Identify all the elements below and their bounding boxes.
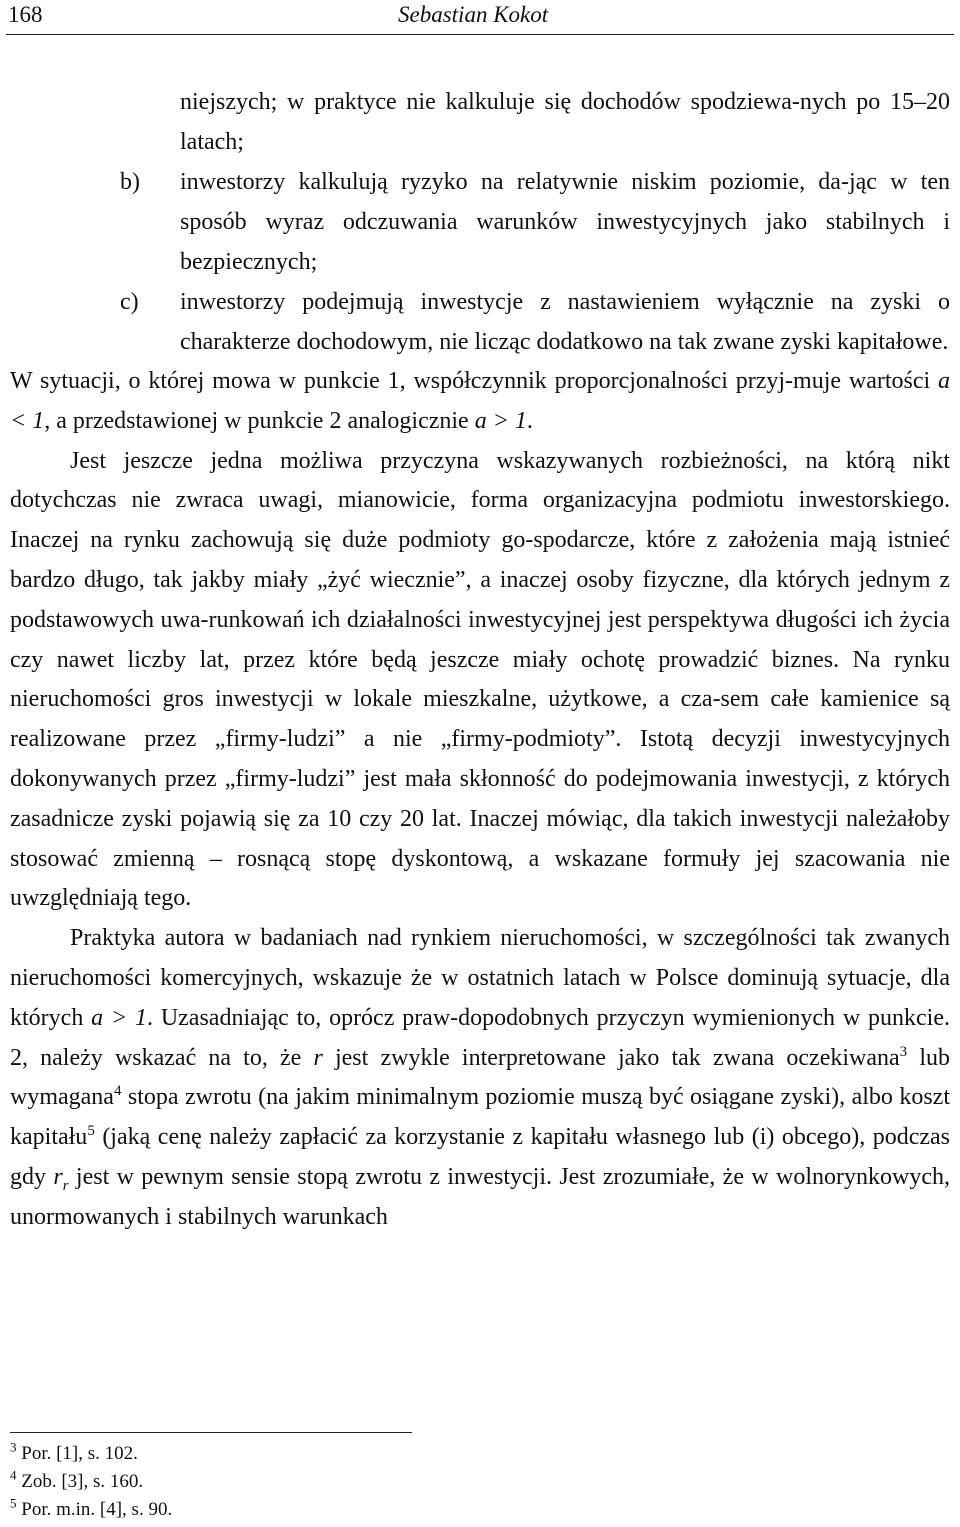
- math-r: r: [313, 1044, 323, 1071]
- math-r-r: $r_r$: [53, 1163, 69, 1194]
- math-a-greater-1: a > 1: [91, 1004, 147, 1031]
- footnote-ref-4[interactable]: 4: [113, 1083, 122, 1100]
- list-item: [10, 282, 950, 362]
- list-item-text: inwestorzy kalkulują ryzyko na relatywnie niskim poziomie, da-jąc w ten sposób wyraz odczuwania warunków inwestycyjnych jako stabilnych i bezpiecznych;: [180, 169, 950, 275]
- list-item-marker: c): [120, 289, 139, 315]
- enumerated-list: [10, 82, 950, 362]
- page-header: [6, 0, 954, 35]
- paragraph-organizational-form: Jest jeszcze jedna możliwa przyczyna wskazywanych rozbieżności, na którą nikt dotychczas nie zwraca uwagi, mianowicie, forma organizacyjna podmiotu inwestorskiego. Inaczej na rynku zachowują się duże podmioty go-spodarcze, które z założenia mają istnieć bardzo długo, tak jakby miały „żyć wiecznie”, a inaczej osoby fizyczne, dla których jednym z podstawowych uwa-runkowań ich działalności inwestycyjnej jest perspektywa długości ich życia czy nawet liczby lat, przez które będą jeszcze miały ochotę prowadzić biznes. Na rynku nieruchomości gros inwestycji w lokale mieszkalne, użytkowe, a cza-sem całe kamienice są realizowane przez „firmy-ludzi” a nie „firmy-podmioty”. Istotą decyzji inwestycyjnych dokonywanych przez „firmy-ludzi” jest mała skłonność do podejmowania inwestycji, z których zasadnicze zyski pojawią się za 10 czy 20 lat. Inaczej mówiąc, dla takich inwestycji należałoby stosować zmienną – rosnącą stopę dyskontową, a wskazane formuły jej szacowania nie uwzględniają tego.: [10, 447, 950, 912]
- footnote: $^5$ Por. m.in. [4], s. 90.: [10, 1495, 173, 1520]
- math-a-greater-1: a > 1: [474, 407, 527, 434]
- paragraph-author-practice: Praktyka autora w badaniach nad rynkiem nieruchomości, w szczególności tak zwanych nieruchomości komercyjnych, wskazuje że w ostatnich latach w Polsce dominują sytuacje, dla których a > 1. Uzasadniając to, oprócz praw-dopodobnych przyczyn wymienionych w punkcie. 2, należy wskazać na to, że r jest zwykle interpretowane jako tak zwana oczekiwana$^3$ lub wymagana$^4$ stopa zwrotu (na jakim minimalnym poziomie muszą być osiągane zyski), albo koszt kapitału$^5$ (jaką cenę należy zapłacić za korzystanie z kapitału własnego lub (i) obcego), podczas gdy $r_r$ jest w pewnym sensie stopą zwrotu z inwestycji. Jest zrozumiałe, że w wolnorynkowych, unormowanych i stabilnych warunkach: [10, 925, 951, 1230]
- footnotes: [10, 1440, 172, 1524]
- footnote-ref-3[interactable]: 3: [899, 1043, 908, 1060]
- footnote: $^3$ Por. [1], s. 102.: [10, 1439, 138, 1464]
- page-number: 168: [8, 2, 43, 27]
- paragraph-coefficient: W sytuacji, o której mowa w punkcie 1, współczynnik proporcjonalności przyj-muje wartości a < 1, a przedstawionej w punkcie 2 analogicznie a > 1.: [10, 368, 950, 434]
- list-continuation: [10, 82, 950, 162]
- list-item: [10, 162, 950, 282]
- list-item-text: inwestorzy podejmują inwestycje z nastawieniem wyłącznie na zyski o charakterze dochodowym, nie licząc dodatkowo na tak zwane zyski kapitałowe.: [180, 289, 950, 355]
- list-item-marker: b): [120, 169, 140, 195]
- footnote: $^4$ Zob. [3], s. 160.: [10, 1467, 144, 1492]
- math-a-less-1: a < 1: [10, 368, 950, 434]
- list-item-text: niejszych; w praktyce nie kalkuluje się dochodów spodziewa-nych po 15–20 latach;: [180, 89, 950, 155]
- page-body: [10, 82, 950, 1238]
- footnote-separator: [10, 1432, 412, 1433]
- footnote-ref-5[interactable]: 5: [87, 1123, 95, 1140]
- running-title: Sebastian Kokot: [398, 2, 549, 27]
